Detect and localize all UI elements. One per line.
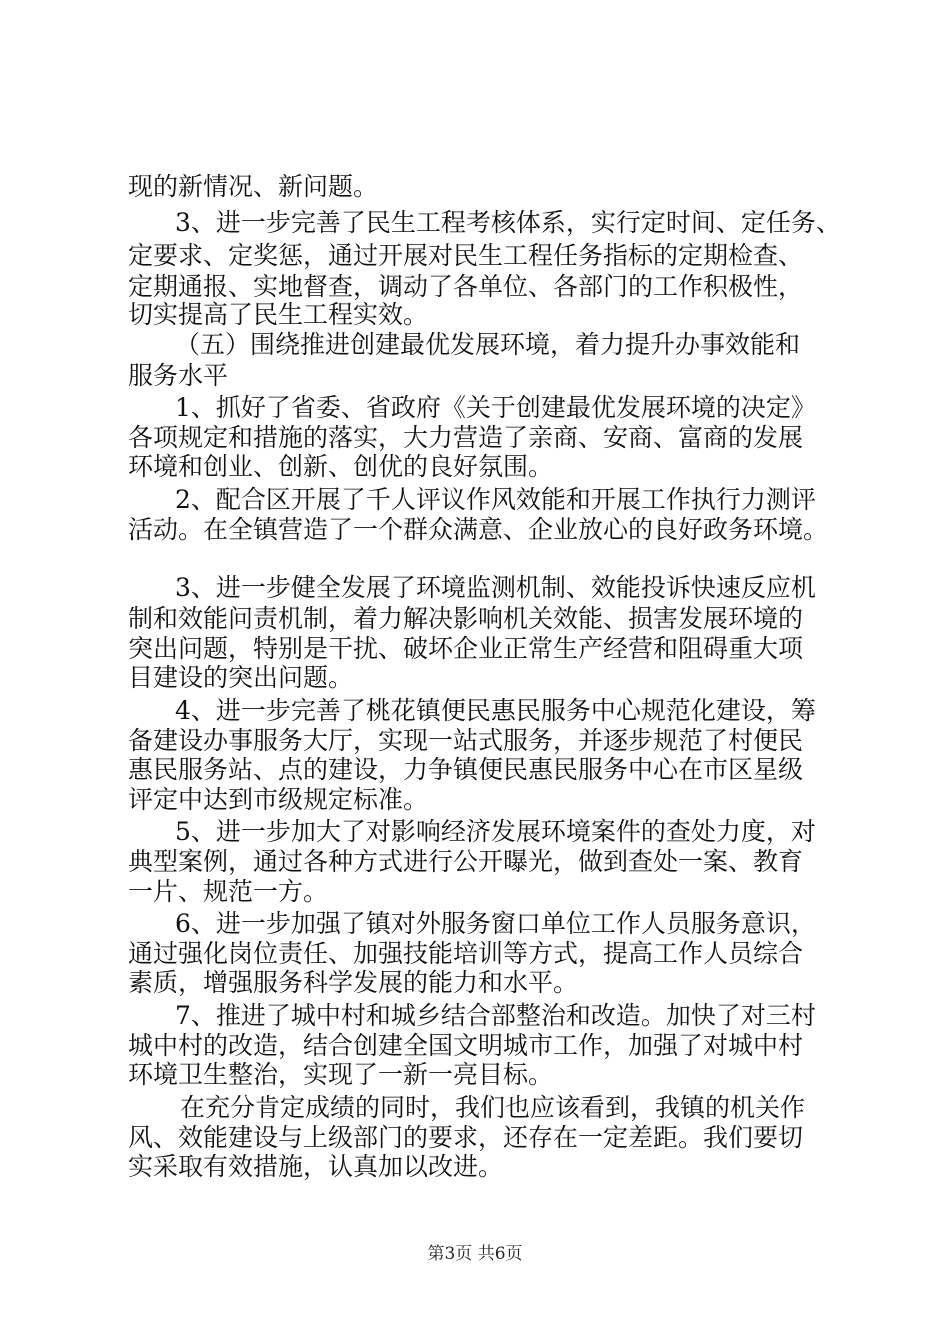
- text-line: 一片、规范一方。: [128, 877, 329, 906]
- text-line: 制和效能问责机制，着力解决影响机关效能、损害发展环境的: [128, 604, 804, 633]
- text-line: 素质，增强服务科学发展的能力和水平。: [128, 968, 579, 997]
- text-line: 惠民服务站、点的建设，力争镇便民惠民服务中心在市区星级: [128, 755, 804, 784]
- text-line: 典型案例，通过各种方式进行公开曝光，做到查处一案、教育: [128, 847, 804, 876]
- text-line: 环境卫生整治，实现了一新一亮目标。: [128, 1060, 554, 1089]
- text-line: 突出问题，特别是干扰、破坏企业正常生产经营和阻碍重大项: [128, 634, 804, 663]
- text-line: 各项规定和措施的落实，大力营造了亲商、安商、富商的发展: [128, 423, 804, 452]
- section-heading: 服务水平: [128, 361, 229, 390]
- text-line: 评定中达到市级规定标准。: [128, 785, 429, 814]
- text-line: 活动。在全镇营造了一个群众满意、企业放心的良好政务环境。: [128, 515, 829, 544]
- text-line: 3、进一步健全发展了环境监测机制、效能投诉快速反应机: [175, 573, 816, 602]
- text-line: 城中村的改造，结合创建全国文明城市工作，加强了对城中村: [128, 1031, 804, 1060]
- text-line: 6、进一步加强了镇对外服务窗口单位工作人员服务意识，: [175, 909, 816, 938]
- text-line: 实采取有效措施，认真加以改进。: [128, 1152, 504, 1181]
- text-line: 3、进一步完善了民生工程考核体系，实行定时间、定任务、: [175, 208, 841, 237]
- section-heading: （五）围绕推进创建最优发展环境，着力提升办事效能和: [175, 330, 801, 359]
- text-line: 在充分肯定成绩的同时，我们也应该看到，我镇的机关作: [180, 1093, 806, 1122]
- text-line: 风、效能建设与上级部门的要求，还存在一定差距。我们要切: [128, 1123, 804, 1152]
- text-line: 现的新情况、新问题。: [128, 172, 379, 201]
- text-line: 环境和创业、创新、创优的良好氛围。: [128, 452, 554, 481]
- text-line: 5、进一步加大了对影响经济发展环境案件的查处力度，对: [175, 817, 816, 846]
- text-line: 4、进一步完善了桃花镇便民惠民服务中心规范化建设，筹: [175, 696, 816, 725]
- text-line: 1、抓好了省委、省政府《关于创建最优发展环境的决定》: [175, 393, 816, 422]
- text-line: 切实提高了民生工程实效。: [128, 300, 429, 329]
- text-line: 定要求、定奖惩，通过开展对民生工程任务指标的定期检查、: [128, 241, 804, 270]
- text-line: 备建设办事服务大厅，实现一站式服务，并逐步规范了村便民: [128, 726, 804, 755]
- page-number-footer: 第3页 共6页: [427, 1244, 523, 1264]
- text-line: 7、推进了城中村和城乡结合部整治和改造。加快了对三村: [175, 1001, 816, 1030]
- text-line: 2、配合区开展了千人评议作风效能和开展工作执行力测评: [175, 485, 816, 514]
- text-line: 定期通报、实地督查，调动了各单位、各部门的工作积极性，: [128, 272, 804, 301]
- text-line: 目建设的突出问题。: [128, 663, 354, 692]
- text-line: 通过强化岗位责任、加强技能培训等方式，提高工作人员综合: [128, 939, 804, 968]
